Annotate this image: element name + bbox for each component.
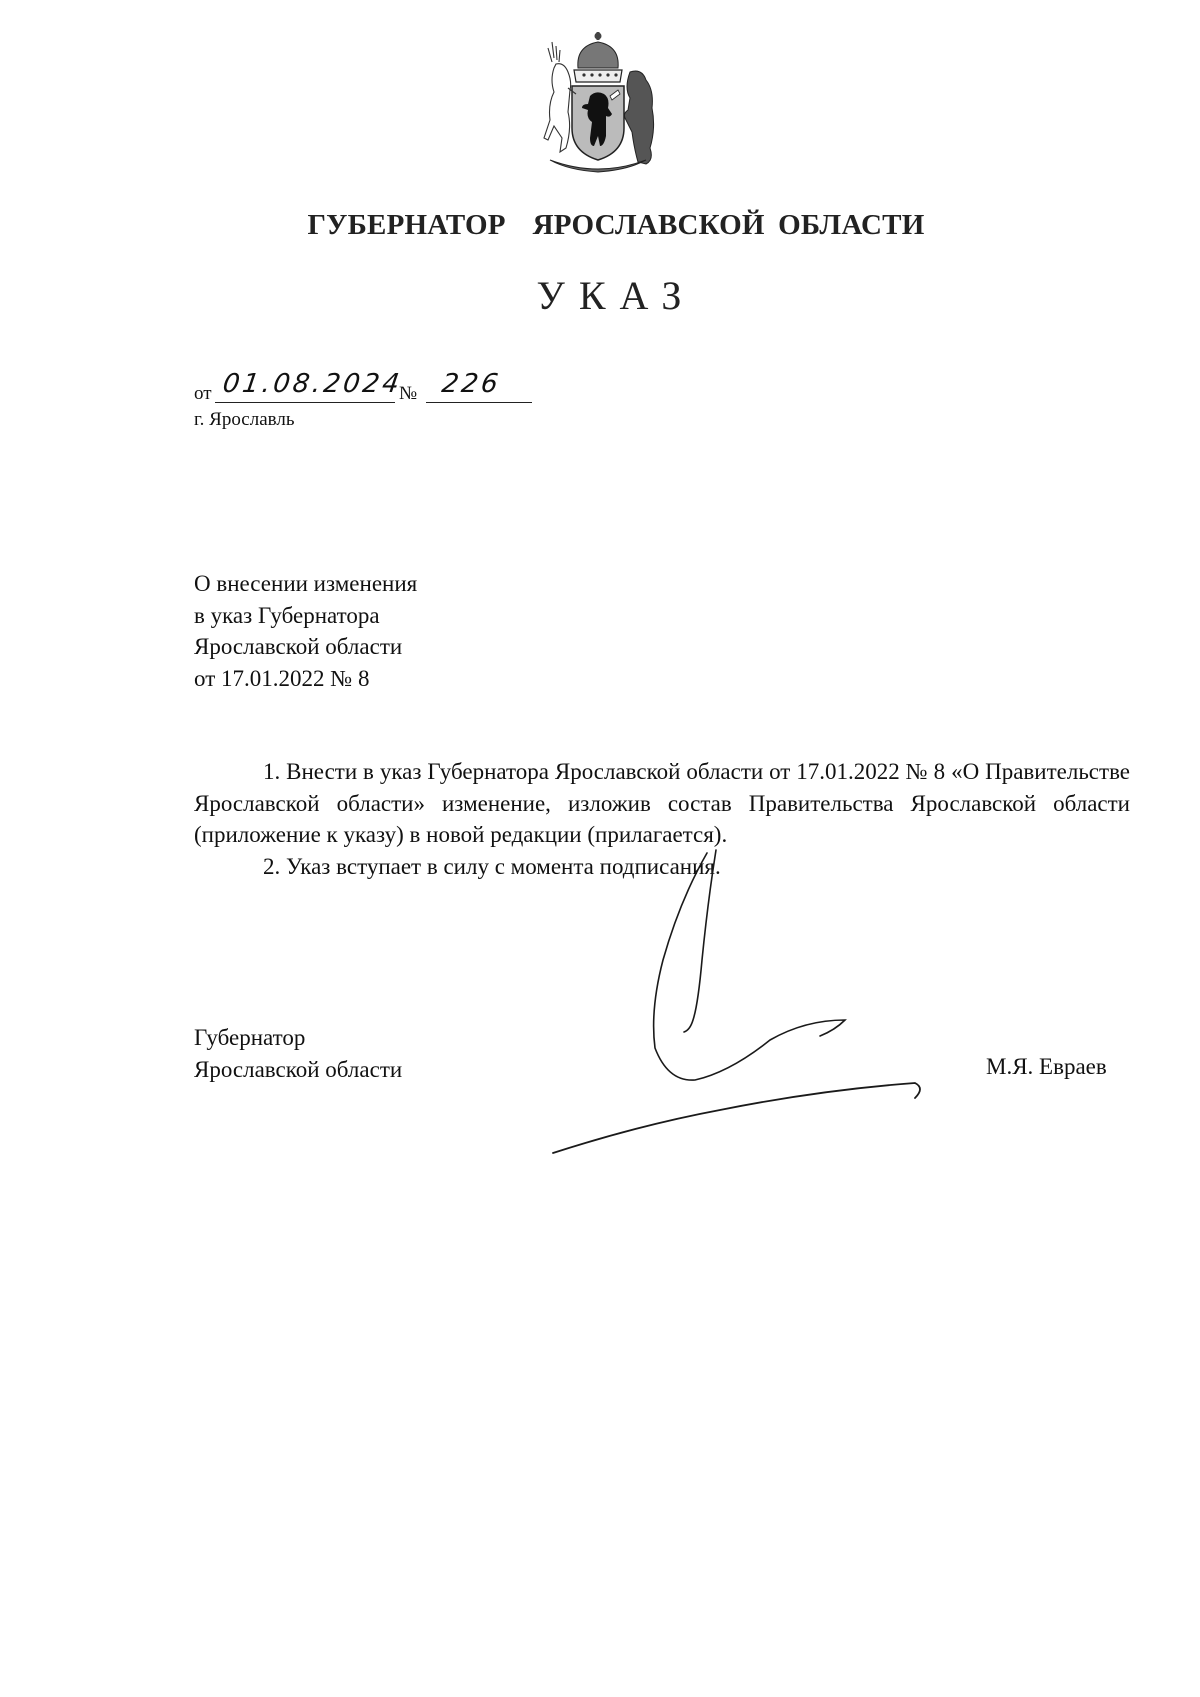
- handwritten-date: 01.08.2024: [220, 369, 404, 399]
- bear-supporter-icon: [624, 71, 653, 164]
- deer-supporter-icon: [544, 42, 576, 152]
- body-paragraph-2: 2. Указ вступает в силу с момента подписания.: [263, 853, 721, 879]
- body-paragraph-1: 1. Внести в указ Губернатора Ярославской области от 17.01.2022 № 8 «О Правительстве Ярославской области» изменение, изложив состав Правительства Ярославской области (приложение к указу) в новой редакции (прилагается).: [194, 759, 1130, 847]
- document-subject: [194, 568, 417, 694]
- number-label: №: [399, 383, 418, 404]
- signatory-name: М.Я. Евраев: [986, 1054, 1107, 1079]
- position-line: Губернатор: [194, 1025, 306, 1050]
- date-field: [215, 369, 404, 403]
- subject-line: в указ Губернатора: [194, 602, 380, 628]
- coat-of-arms-emblem: [538, 28, 658, 178]
- position-line: Ярославской области: [194, 1056, 403, 1082]
- handwritten-number: 226: [439, 369, 503, 399]
- document-body: [194, 756, 1130, 882]
- signatory-position: [194, 1022, 402, 1085]
- city-of-issue: г. Ярославль: [194, 409, 295, 430]
- crown-icon: [574, 32, 622, 82]
- document-type-heading: УКАЗ: [536, 273, 696, 318]
- subject-line: О внесении изменения: [194, 571, 418, 596]
- date-label: от: [194, 383, 212, 404]
- subject-line: Ярославской области: [194, 634, 403, 659]
- subject-line: от 17.01.2022 № 8: [194, 665, 370, 691]
- shield-icon: [572, 86, 624, 160]
- issuing-authority-heading: ГУБЕРНАТОР ЯРОСЛАВСКОЙ ОБЛАСТИ: [307, 209, 925, 241]
- number-field: [426, 369, 532, 403]
